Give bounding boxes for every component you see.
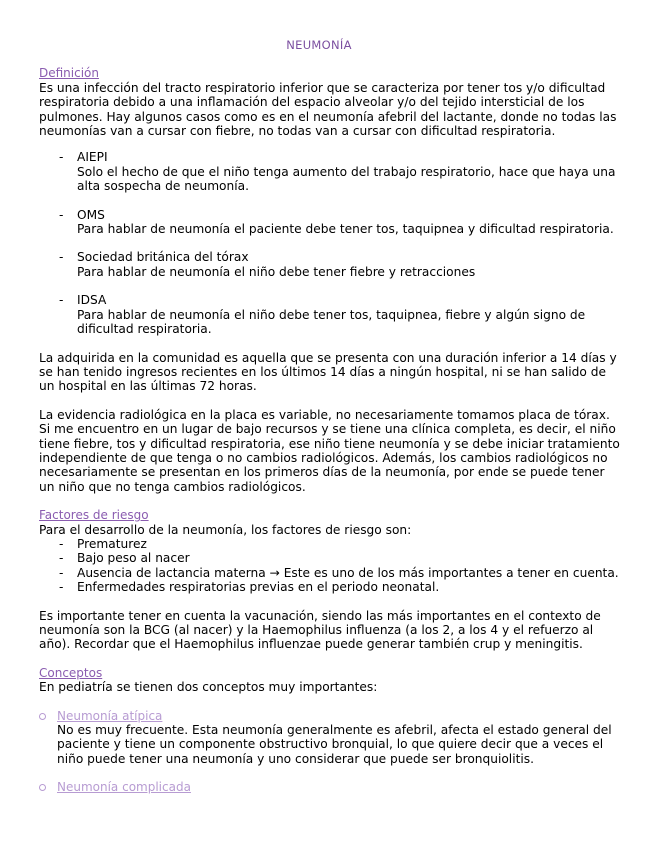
list-item (39, 709, 621, 767)
item-desc: No es muy frecuente. Esta neumonía generalmente es afebril, afecta el estado general del paciente y tiene un componente obstructivo bronquial, lo que quiere decir que a veces el niño puede tener una neumonía y uno considerar que puede ser bronquiolitis. (57, 723, 612, 766)
concept-link-complicada[interactable]: Neumonía complicada (57, 780, 191, 795)
list-item (39, 780, 621, 794)
document-page (39, 38, 621, 809)
paragraph-comunidad: La adquirida en la comunidad es aquella que se presenta con una duración inferior a 14 días y se han tenido ingresos recientes en los últimos 14 días a ningún hospital, ni se han salido de un hospital en las últimas 72 horas. (39, 350, 617, 394)
item-desc: Para hablar de neumonía el niño debe tener tos, taquipnea, fiebre y algún signo de dificultad respiratoria. (77, 307, 586, 337)
item-label: IDSA (77, 293, 107, 308)
list-item: - Bajo peso al nacer (59, 551, 621, 565)
item-label: OMS (77, 207, 105, 222)
item-label: Sociedad británica del tórax (77, 250, 249, 265)
definicion-text: Es una infección del tracto respiratorio inferior que se caracteriza por tener tos y/o dificultad respiratoria debido a una inflamación del espacio alveolar y/o del tejido intersticial de los pulmones. Hay algunos casos como es en el neumonía afebril del lactante, donde no todas las neumonías van a cursar con fiebre, no todas van a cursar con dificultad respiratoria. (39, 80, 617, 139)
list-item: - Enfermedades respiratorias previas en el periodo neonatal. (59, 580, 621, 594)
factores-list (59, 537, 621, 595)
item-desc: Para hablar de neumonía el paciente debe tener tos, taquipnea y dificultad respiratoria. (77, 222, 614, 237)
factores-heading[interactable]: Factores de riesgo (39, 508, 149, 523)
circle-bullet-icon (39, 713, 46, 720)
definicion-heading[interactable]: Definición (39, 66, 99, 81)
list-item (59, 293, 621, 336)
conceptos-heading[interactable]: Conceptos (39, 665, 103, 680)
conceptos-intro: En pediatría se tienen dos conceptos muy importantes: (39, 680, 378, 695)
list-item: - Prematurez (59, 537, 621, 551)
circle-bullet-icon (39, 784, 46, 791)
concept-link-atipica[interactable]: Neumonía atípica (57, 708, 163, 723)
conceptos-list (39, 709, 621, 795)
list-item: - Ausencia de lactancia materna → Este es uno de los más importantes a tener en cuenta. (59, 566, 621, 580)
list-item (59, 250, 621, 279)
factores-intro: Para el desarrollo de la neumonía, los factores de riesgo son: (39, 522, 412, 537)
list-item (59, 150, 621, 193)
item-desc: Solo el hecho de que el niño tenga aumento del trabajo respiratorio, hace que haya una alta sospecha de neumonía. (77, 164, 616, 194)
definicion-list (59, 150, 621, 336)
item-desc: Para hablar de neumonía el niño debe tener fiebre y retracciones (77, 264, 476, 279)
paragraph-radiologia: La evidencia radiológica en la placa es variable, no necesariamente tomamos placa de tórax. Si me encuentro en un lugar de bajo recursos y se tiene una clínica completa, es decir, el niño tiene fiebre, tos y dificultad respiratoria, ese niño tiene neumonía y se debe iniciar tratamiento independiente de que tenga o no cambios radiológicos. Además, los cambios radiológicos no necesariamente se presentan en los primeros días de la neumonía, por ende se puede tener un niño que no tenga cambios radiológicos. (39, 407, 620, 494)
paragraph-vacunacion: Es importante tener en cuenta la vacunación, siendo las más importantes en el contexto de neumonía son la BCG (al nacer) y la Haemophilus influenza (a los 2, a los 4 y el refuerzo al año). Recordar que el Haemophilus influenzae puede generar también crup y meningitis. (39, 608, 601, 652)
item-label: AIEPI (77, 150, 108, 165)
list-item (59, 208, 621, 237)
page-title: NEUMONÍA (286, 38, 352, 52)
